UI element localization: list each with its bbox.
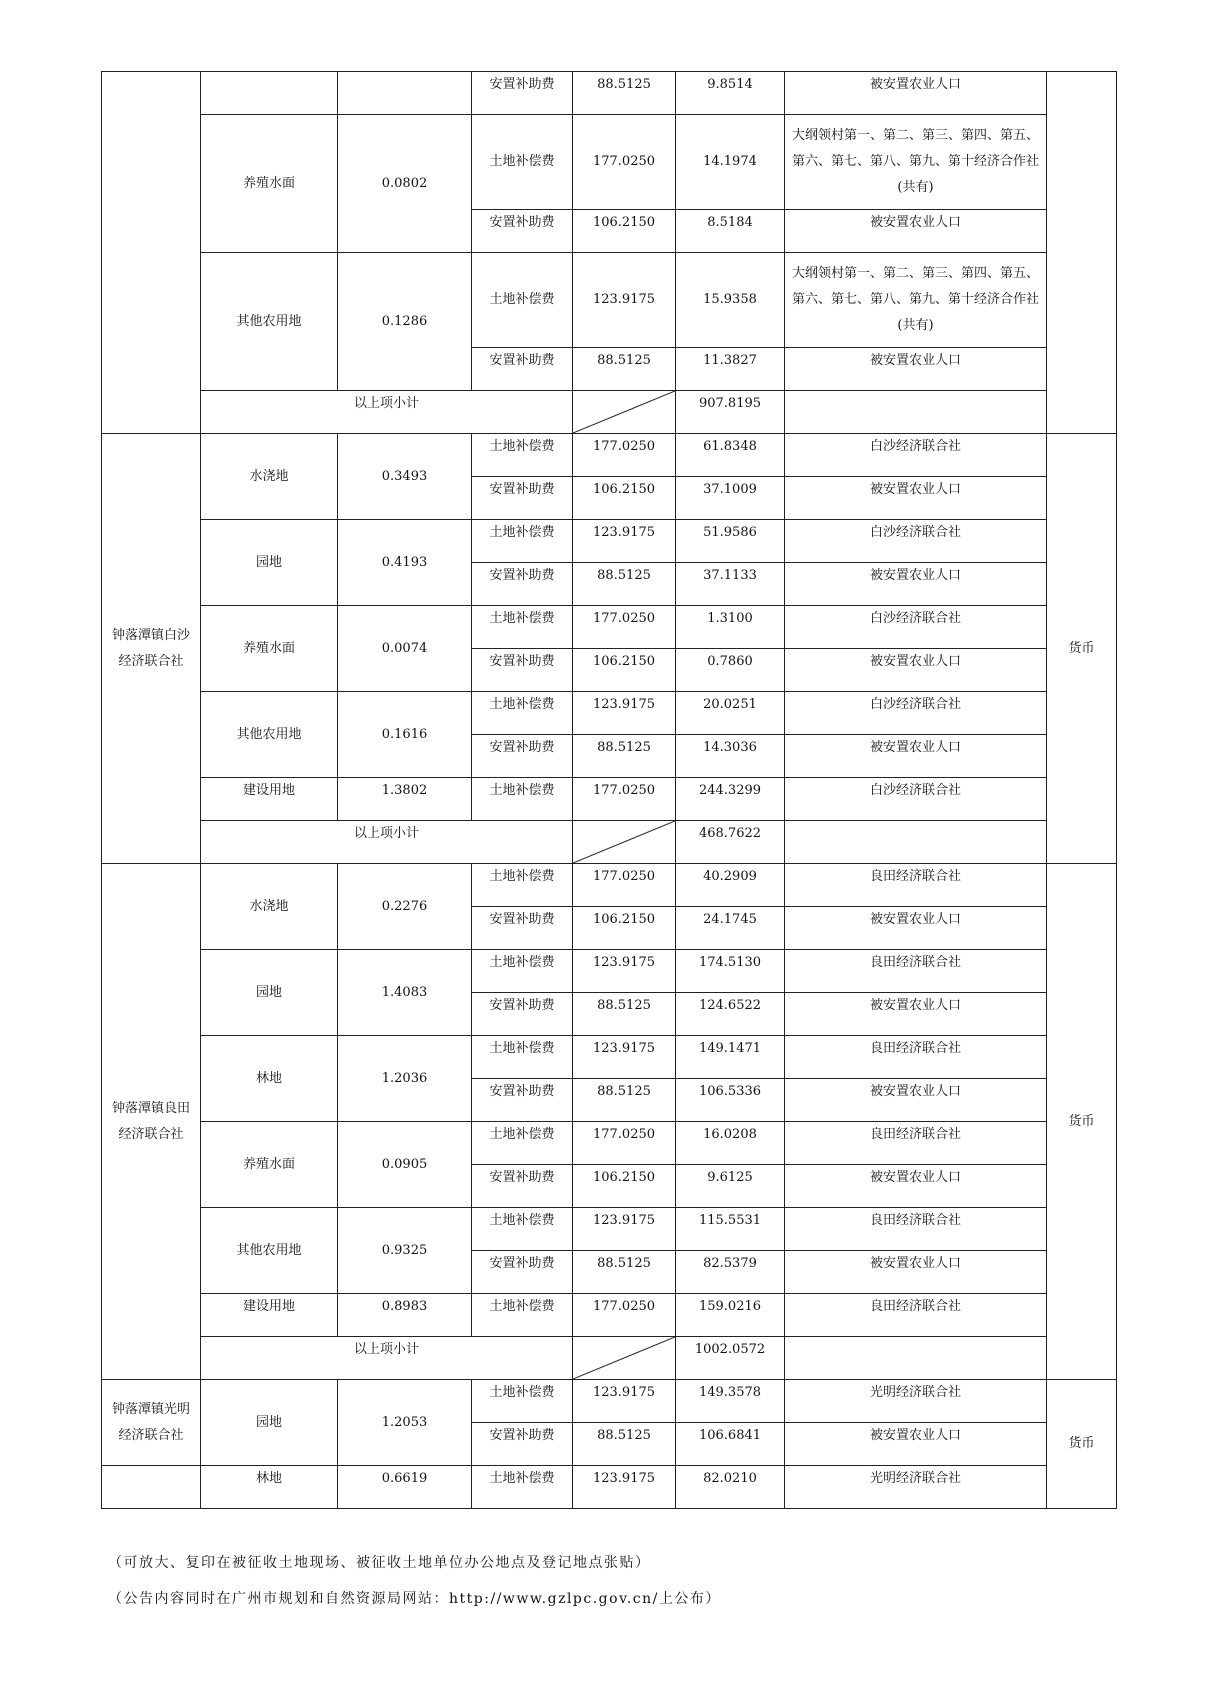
amount-cell: 174.5130 bbox=[676, 950, 785, 993]
land-type-cell: 林地 bbox=[201, 1466, 338, 1509]
area-cell: 0.4193 bbox=[338, 520, 472, 606]
area-cell: 0.1616 bbox=[338, 692, 472, 778]
recipient-cell: 被安置农业人口 bbox=[785, 1251, 1047, 1294]
unit-cell: 钟落潭镇光明经济联合社 bbox=[102, 1380, 201, 1466]
land-type-cell: 林地 bbox=[201, 1036, 338, 1122]
land-type-cell: 水浇地 bbox=[201, 434, 338, 520]
land-type-cell: 养殖水面 bbox=[201, 1122, 338, 1208]
fee-type-cell: 土地补偿费 bbox=[472, 692, 573, 735]
fee-type-cell: 土地补偿费 bbox=[472, 778, 573, 821]
standard-cell: 106.2150 bbox=[573, 649, 676, 692]
empty-cell bbox=[785, 391, 1047, 434]
amount-cell: 24.1745 bbox=[676, 907, 785, 950]
amount-cell: 15.9358 bbox=[676, 253, 785, 348]
table-row bbox=[102, 434, 1117, 477]
fee-type-cell: 安置补助费 bbox=[472, 210, 573, 253]
area-cell: 0.0905 bbox=[338, 1122, 472, 1208]
unit-cell bbox=[102, 1466, 201, 1509]
standard-cell: 88.5125 bbox=[573, 72, 676, 115]
recipient-cell: 被安置农业人口 bbox=[785, 72, 1047, 115]
subtotal-label: 以上项小计 bbox=[201, 391, 573, 434]
land-type-cell: 园地 bbox=[201, 520, 338, 606]
land-type-cell: 养殖水面 bbox=[201, 115, 338, 253]
standard-cell: 177.0250 bbox=[573, 606, 676, 649]
fee-type-cell: 安置补助费 bbox=[472, 649, 573, 692]
amount-cell: 9.8514 bbox=[676, 72, 785, 115]
fee-type-cell: 安置补助费 bbox=[472, 563, 573, 606]
land-type-cell: 其他农用地 bbox=[201, 253, 338, 391]
recipient-cell: 光明经济联合社 bbox=[785, 1466, 1047, 1509]
recipient-cell: 被安置农业人口 bbox=[785, 1079, 1047, 1122]
subtotal-row bbox=[102, 391, 1117, 434]
standard-cell: 88.5125 bbox=[573, 348, 676, 391]
fee-type-cell: 土地补偿费 bbox=[472, 115, 573, 210]
standard-cell: 88.5125 bbox=[573, 993, 676, 1036]
fee-type-cell: 安置补助费 bbox=[472, 1251, 573, 1294]
amount-cell: 37.1009 bbox=[676, 477, 785, 520]
standard-cell: 88.5125 bbox=[573, 1251, 676, 1294]
website-note: （公告内容同时在广州市规划和自然资源局网站：http://www.gzlpc.gov.cn/上公布） bbox=[108, 1591, 721, 1607]
area-cell: 0.3493 bbox=[338, 434, 472, 520]
standard-cell: 106.2150 bbox=[573, 210, 676, 253]
table-row bbox=[102, 253, 1117, 348]
standard-cell: 123.9175 bbox=[573, 692, 676, 735]
area-cell: 0.0074 bbox=[338, 606, 472, 692]
amount-cell: 244.3299 bbox=[676, 778, 785, 821]
land-type-cell: 建设用地 bbox=[201, 778, 338, 821]
standard-cell: 123.9175 bbox=[573, 253, 676, 348]
recipient-cell: 良田经济联合社 bbox=[785, 1294, 1047, 1337]
table-row bbox=[102, 1466, 1117, 1509]
area-cell: 0.0802 bbox=[338, 115, 472, 253]
fee-type-cell: 土地补偿费 bbox=[472, 1380, 573, 1423]
fee-type-cell: 土地补偿费 bbox=[472, 253, 573, 348]
recipient-cell: 被安置农业人口 bbox=[785, 210, 1047, 253]
amount-cell: 14.3036 bbox=[676, 735, 785, 778]
amount-cell: 159.0216 bbox=[676, 1294, 785, 1337]
table-row bbox=[102, 606, 1117, 649]
amount-cell: 106.6841 bbox=[676, 1423, 785, 1466]
unit-cell bbox=[102, 72, 201, 434]
payment-method-cell bbox=[1047, 72, 1117, 434]
amount-cell: 51.9586 bbox=[676, 520, 785, 563]
recipient-cell: 良田经济联合社 bbox=[785, 864, 1047, 907]
fee-type-cell: 土地补偿费 bbox=[472, 1036, 573, 1079]
amount-cell: 14.1974 bbox=[676, 115, 785, 210]
fee-type-cell: 安置补助费 bbox=[472, 348, 573, 391]
area-cell: 1.2053 bbox=[338, 1380, 472, 1466]
table-row bbox=[102, 950, 1117, 993]
land-type-cell: 建设用地 bbox=[201, 1294, 338, 1337]
recipient-cell: 被安置农业人口 bbox=[785, 735, 1047, 778]
table-row bbox=[102, 1122, 1117, 1165]
amount-cell: 106.5336 bbox=[676, 1079, 785, 1122]
standard-cell: 106.2150 bbox=[573, 907, 676, 950]
land-type-cell: 其他农用地 bbox=[201, 692, 338, 778]
table-row bbox=[102, 115, 1117, 210]
standard-cell: 123.9175 bbox=[573, 1466, 676, 1509]
standard-cell: 88.5125 bbox=[573, 1079, 676, 1122]
area-cell: 0.2276 bbox=[338, 864, 472, 950]
fee-type-cell: 土地补偿费 bbox=[472, 434, 573, 477]
diagonal-cell bbox=[573, 1337, 676, 1380]
recipient-cell: 被安置农业人口 bbox=[785, 907, 1047, 950]
amount-cell: 40.2909 bbox=[676, 864, 785, 907]
fee-type-cell: 安置补助费 bbox=[472, 907, 573, 950]
subtotal-row bbox=[102, 821, 1117, 864]
diagonal-cell bbox=[573, 821, 676, 864]
standard-cell: 177.0250 bbox=[573, 115, 676, 210]
fee-type-cell: 土地补偿费 bbox=[472, 1122, 573, 1165]
table-row bbox=[102, 520, 1117, 563]
standard-cell: 177.0250 bbox=[573, 1122, 676, 1165]
subtotal-amount: 468.7622 bbox=[676, 821, 785, 864]
area-cell: 1.3802 bbox=[338, 778, 472, 821]
area-cell: 1.4083 bbox=[338, 950, 472, 1036]
recipient-cell: 大纲领村第一、第二、第三、第四、第五、第六、第七、第八、第九、第十经济合作社(共有) bbox=[785, 253, 1047, 348]
standard-cell: 106.2150 bbox=[573, 1165, 676, 1208]
standard-cell: 123.9175 bbox=[573, 520, 676, 563]
fee-type-cell: 土地补偿费 bbox=[472, 1208, 573, 1251]
recipient-cell: 被安置农业人口 bbox=[785, 1165, 1047, 1208]
posting-note: （可放大、复印在被征收土地现场、被征收土地单位办公地点及登记地点张贴） bbox=[108, 1555, 651, 1571]
area-cell: 0.6619 bbox=[338, 1466, 472, 1509]
land-type-cell: 水浇地 bbox=[201, 864, 338, 950]
recipient-cell: 良田经济联合社 bbox=[785, 950, 1047, 993]
standard-cell: 177.0250 bbox=[573, 778, 676, 821]
subtotal-label: 以上项小计 bbox=[201, 1337, 573, 1380]
empty-cell bbox=[785, 1337, 1047, 1380]
table-row bbox=[102, 778, 1117, 821]
empty-cell bbox=[785, 821, 1047, 864]
standard-cell: 123.9175 bbox=[573, 1380, 676, 1423]
table-row bbox=[102, 1380, 1117, 1423]
amount-cell: 37.1133 bbox=[676, 563, 785, 606]
recipient-cell: 被安置农业人口 bbox=[785, 563, 1047, 606]
fee-type-cell: 安置补助费 bbox=[472, 1165, 573, 1208]
fee-type-cell: 土地补偿费 bbox=[472, 864, 573, 907]
standard-cell: 88.5125 bbox=[573, 563, 676, 606]
payment-method-cell: 货币 bbox=[1047, 1380, 1117, 1509]
fee-type-cell: 安置补助费 bbox=[472, 993, 573, 1036]
fee-type-cell: 土地补偿费 bbox=[472, 606, 573, 649]
recipient-cell: 白沙经济联合社 bbox=[785, 434, 1047, 477]
fee-type-cell: 安置补助费 bbox=[472, 1423, 573, 1466]
recipient-cell: 大纲领村第一、第二、第三、第四、第五、第六、第七、第八、第九、第十经济合作社(共有) bbox=[785, 115, 1047, 210]
diagonal-cell bbox=[573, 391, 676, 434]
standard-cell: 106.2150 bbox=[573, 477, 676, 520]
payment-method-cell: 货币 bbox=[1047, 864, 1117, 1380]
standard-cell: 177.0250 bbox=[573, 1294, 676, 1337]
amount-cell: 20.0251 bbox=[676, 692, 785, 735]
recipient-cell: 白沙经济联合社 bbox=[785, 606, 1047, 649]
unit-cell: 钟落潭镇白沙经济联合社 bbox=[102, 434, 201, 864]
fee-type-cell: 安置补助费 bbox=[472, 72, 573, 115]
fee-type-cell: 土地补偿费 bbox=[472, 520, 573, 563]
recipient-cell: 光明经济联合社 bbox=[785, 1380, 1047, 1423]
table-row bbox=[102, 72, 1117, 115]
fee-type-cell: 土地补偿费 bbox=[472, 950, 573, 993]
land-type-cell bbox=[201, 72, 338, 115]
amount-cell: 124.6522 bbox=[676, 993, 785, 1036]
payment-method-cell: 货币 bbox=[1047, 434, 1117, 864]
amount-cell: 115.5531 bbox=[676, 1208, 785, 1251]
table-row bbox=[102, 692, 1117, 735]
table-row bbox=[102, 1036, 1117, 1079]
land-type-cell: 养殖水面 bbox=[201, 606, 338, 692]
unit-cell: 钟落潭镇良田经济联合社 bbox=[102, 864, 201, 1380]
subtotal-row bbox=[102, 1337, 1117, 1380]
standard-cell: 123.9175 bbox=[573, 950, 676, 993]
recipient-cell: 白沙经济联合社 bbox=[785, 778, 1047, 821]
fee-type-cell: 土地补偿费 bbox=[472, 1294, 573, 1337]
subtotal-amount: 1002.0572 bbox=[676, 1337, 785, 1380]
footer-notes bbox=[108, 1545, 721, 1617]
subtotal-amount: 907.8195 bbox=[676, 391, 785, 434]
amount-cell: 9.6125 bbox=[676, 1165, 785, 1208]
fee-type-cell: 土地补偿费 bbox=[472, 1466, 573, 1509]
standard-cell: 177.0250 bbox=[573, 434, 676, 477]
fee-type-cell: 安置补助费 bbox=[472, 1079, 573, 1122]
amount-cell: 82.0210 bbox=[676, 1466, 785, 1509]
amount-cell: 61.8348 bbox=[676, 434, 785, 477]
land-type-cell: 园地 bbox=[201, 950, 338, 1036]
amount-cell: 149.1471 bbox=[676, 1036, 785, 1079]
recipient-cell: 良田经济联合社 bbox=[785, 1208, 1047, 1251]
standard-cell: 88.5125 bbox=[573, 735, 676, 778]
recipient-cell: 白沙经济联合社 bbox=[785, 520, 1047, 563]
amount-cell: 82.5379 bbox=[676, 1251, 785, 1294]
amount-cell: 149.3578 bbox=[676, 1380, 785, 1423]
area-cell: 1.2036 bbox=[338, 1036, 472, 1122]
recipient-cell: 被安置农业人口 bbox=[785, 993, 1047, 1036]
area-cell: 0.9325 bbox=[338, 1208, 472, 1294]
fee-type-cell: 安置补助费 bbox=[472, 477, 573, 520]
subtotal-label: 以上项小计 bbox=[201, 821, 573, 864]
standard-cell: 88.5125 bbox=[573, 1423, 676, 1466]
land-type-cell: 其他农用地 bbox=[201, 1208, 338, 1294]
amount-cell: 8.5184 bbox=[676, 210, 785, 253]
recipient-cell: 被安置农业人口 bbox=[785, 1423, 1047, 1466]
recipient-cell: 白沙经济联合社 bbox=[785, 692, 1047, 735]
recipient-cell: 被安置农业人口 bbox=[785, 348, 1047, 391]
table-row bbox=[102, 1208, 1117, 1251]
amount-cell: 16.0208 bbox=[676, 1122, 785, 1165]
recipient-cell: 被安置农业人口 bbox=[785, 477, 1047, 520]
compensation-table-body bbox=[102, 72, 1117, 1509]
amount-cell: 1.3100 bbox=[676, 606, 785, 649]
amount-cell: 0.7860 bbox=[676, 649, 785, 692]
fee-type-cell: 安置补助费 bbox=[472, 735, 573, 778]
amount-cell: 11.3827 bbox=[676, 348, 785, 391]
table-row bbox=[102, 1294, 1117, 1337]
standard-cell: 123.9175 bbox=[573, 1036, 676, 1079]
recipient-cell: 被安置农业人口 bbox=[785, 649, 1047, 692]
area-cell bbox=[338, 72, 472, 115]
area-cell: 0.1286 bbox=[338, 253, 472, 391]
land-type-cell: 园地 bbox=[201, 1380, 338, 1466]
recipient-cell: 良田经济联合社 bbox=[785, 1036, 1047, 1079]
table-row bbox=[102, 864, 1117, 907]
standard-cell: 177.0250 bbox=[573, 864, 676, 907]
recipient-cell: 良田经济联合社 bbox=[785, 1122, 1047, 1165]
area-cell: 0.8983 bbox=[338, 1294, 472, 1337]
standard-cell: 123.9175 bbox=[573, 1208, 676, 1251]
compensation-table bbox=[101, 71, 1117, 1509]
